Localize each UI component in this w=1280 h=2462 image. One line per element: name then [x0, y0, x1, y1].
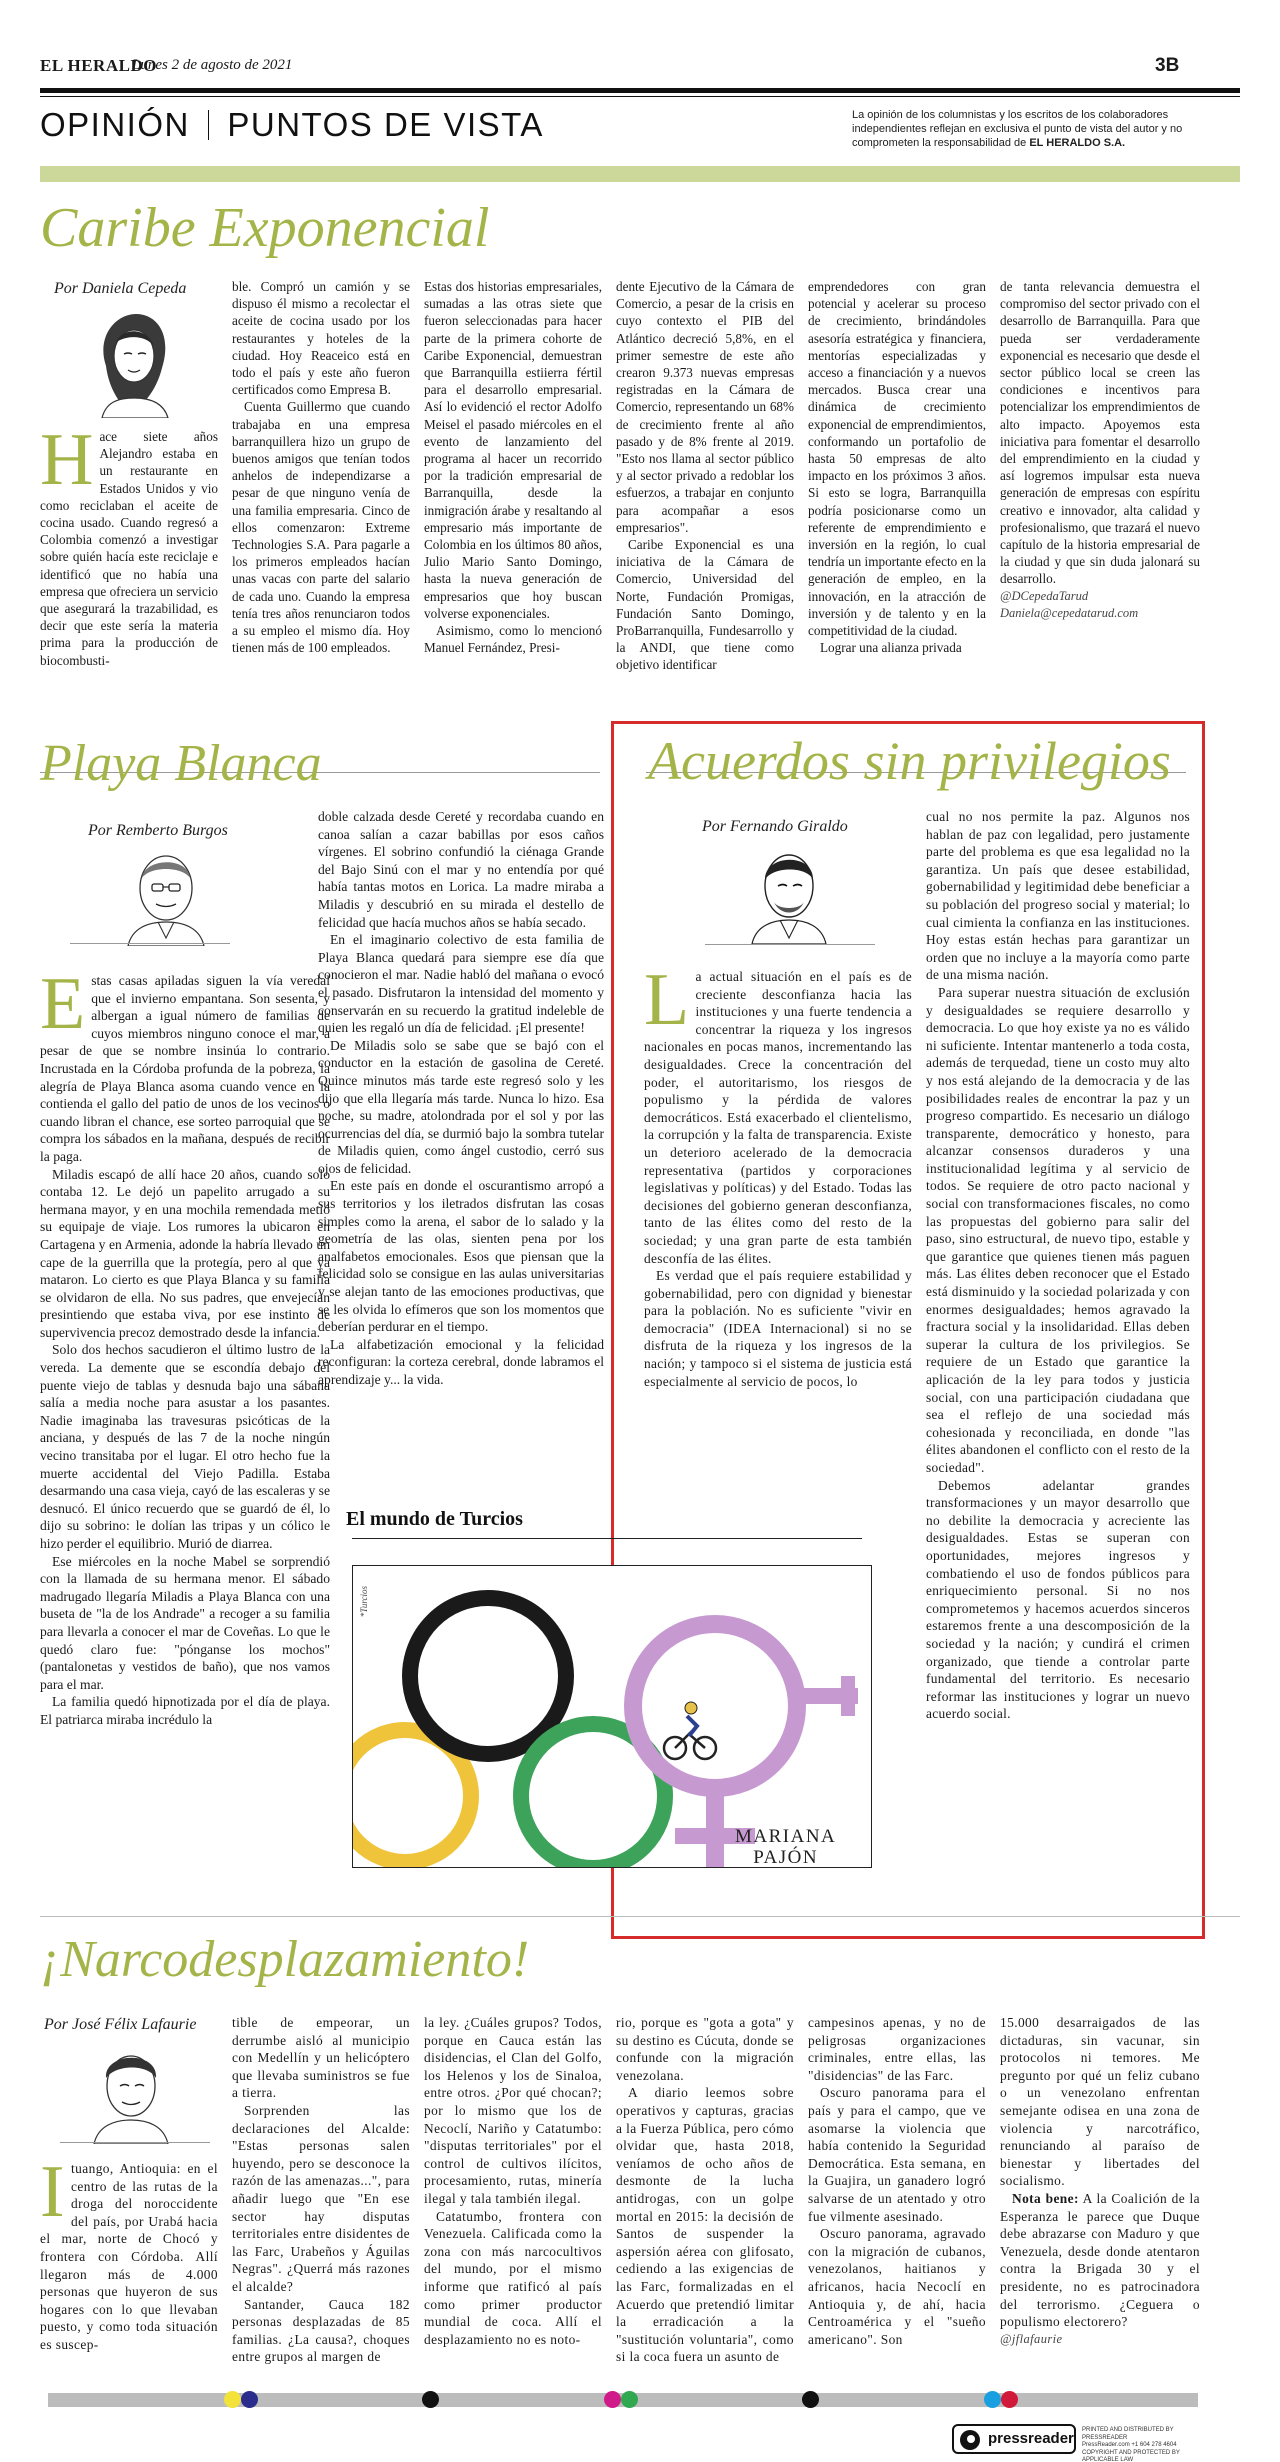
paragraph: Oscuro panorama para el país y para el campo, que ve asomarse la violencia que había contenido la Seguridad Democrática. Esta semana, en la Guajira, un ganadero logró salvarse de un atentado y otro fue vilmente asesinado.: [808, 2085, 986, 2224]
pressreader-icon: [960, 2430, 980, 2450]
paragraph: Estas dos historias empresariales, sumadas a las otras siete que fueron seleccionadas para hacer parte de la primera cohorte de Caribe Exponencial, demuestran que Barranquilla estiierra fértil para el desarrollo empresarial. Así lo evidenció el rector Adolfo Meisel el pasado miércoles en el evento de lanzamiento del programa al hacer un recorrido por la tradición empresarial de Barranquilla, desde la inmigración árabe y resaltando al empresario más importante de Colombia en los últimos 80 años, Julio Mario Santo Domingo, hasta la nueva generación de empresarios que hoy buscan volverse exponenciales.: [424, 279, 602, 621]
paragraph: Santander, Cauca 182 personas desplazadas de 85 familias. ¿La causa?, choques entre grupos al margen de: [232, 2296, 410, 2365]
masthead-rule: [40, 88, 1240, 93]
cartoon-title-rule: [352, 1538, 862, 1539]
registration-dot-black: [422, 2391, 439, 2408]
paragraph: De Miladis solo se sabe que se bajó con el conductor en la estación de gasolina de Cereté. Quince minutos más tarde este regresó solo y les dijo que ella llegaría más tarde. Nunca lo hizo. Esa noche, su madre, atolondrada por el sol y por las ocurrencias del día, se durmió bajo la sombra tutelar de Miladis quien, como ángel custodio, cerró sus ojos de felicidad.: [318, 1037, 604, 1176]
paragraph: La alfabetización emocional y la felicidad reconfiguran: la corteza cerebral, donde labramos el aprendizaje y... la vida.: [318, 1336, 604, 1387]
column-playa-2: [318, 808, 604, 1488]
portrait-underline: [705, 944, 875, 945]
paragraph: Caribe Exponencial es una iniciativa de la Cámara de Comercio, Universidad del Norte, Fundación Promigas, Fundación Santo Domingo, ProBarranquilla, Fundesarrollo y la ANDI, que tiene como objetivo identificar: [616, 537, 794, 673]
paragraph: Para superar nuestra situación de exclusión y desigualdades se requiere desarrollo y democracia. Lo que hoy existe ya no es válido ni suficiente. Intentar mantenerlo a toda costa, además de terquedad, tiene un costo muy alto y nos está alejando de la democracia y de las posibilidades reales de encontrar la paz y un progreso compartido. Es necesario un diálogo transparente, democrático y honesto, para alcanzar consensos duraderos y una institucionalidad legítima y al servicio de todos. Se requiere de otro pacto nacional y social con transformaciones fiscales, no como las propuestas del gobierno para salir del paso, sino estructural, de nuevo tipo, estable y que garantice que quienes tienen más paguen más. Las élites deben reconocer que el Estado está disminuido y la sociedad polarizada y con enormes desigualdades; hemos agravado la fractura social y la insolidaridad. Ellas deben superar la cultura de los privilegios. Se requiere de un Estado que garantice la aplicación de la ley para todos y justicia social, con una participación ciudadana que sea el reflejo de una sociedad más cohesionada y reconciliada, en donde "las élites abandonen el conflicto con el resto de la sociedad".: [926, 984, 1190, 1475]
issue-date: Lunes 2 de agosto de 2021: [132, 57, 293, 73]
caption-line-2: PAJÓN: [753, 1847, 819, 1868]
dropcap-narco: I: [40, 2160, 66, 2233]
registration-dot-green: [621, 2391, 638, 2408]
subsection-name: PUNTOS DE VISTA: [227, 106, 544, 143]
footer-line: COPYRIGHT AND PROTECTED BY APPLICABLE LAW: [1082, 2449, 1180, 2462]
portrait-underline: [60, 2142, 210, 2143]
section-color-band: [40, 166, 1240, 182]
paragraph: Catatumbo, frontera con Venezuela. Calificada como la zona con más narcocultivos del mundo, por el mismo informe que ratificó al país como primer productor mundial de coca. Allí el desplazamiento no es noto-: [424, 2208, 602, 2347]
column-acuerdos-1: [644, 968, 912, 1568]
paragraph: 15.000 desarraigados de las dictaduras, sin vacunar, sin protocolos ni temores. Me pregunto por qué un feliz cubano o un venezolano enfrentan semejante odisea en una zona de violencia y narcotráfico, renunciando al paraíso de bienestar y libertades del socialismo.: [1000, 2015, 1200, 2189]
nota-bene-label: Nota bene:: [1012, 2190, 1079, 2206]
paragraph: Lograr una alianza privada: [820, 640, 962, 656]
registration-dot-blue: [241, 2391, 258, 2408]
byline-caribe: Por Daniela Cepeda: [54, 280, 187, 297]
author-handle: @jflafaurie: [1000, 2331, 1063, 2346]
section-name: OPINIÓN: [40, 106, 190, 143]
paragraph: emprendedores con gran potencial y acelerar su proceso de crecimiento, brindándoles asesoría estratégica y financiera, mentorías especializadas y acceso a financiación y a nuevos mercados. Busca crear una dinámica de crecimiento exponencial de emprendimientos, conformando un portafolio de hasta 50 empresas de alto impacto en los próximos 3 años. Si esto se logra, Barranquilla podría posicionarse como un referente de emprendimiento e inversión en la región, lo cual tendría un importante efecto en la generación de empleo, en la innovación, en la atracción de inversión y de talento y en la competitividad de la ciudad.: [808, 279, 986, 639]
byline-playa: Por Remberto Burgos: [88, 822, 228, 839]
paragraph: En el imaginario colectivo de esta familia de Playa Blanca quedará para siempre ese día que conocieron el mar. Nadie habló del mañana o evocó el pasado. Disfrutaron la intensidad del momento y conservarán en su recuerdo la gratitud indeleble de quien les regaló un día de felicidad. ¡El presente!: [318, 932, 604, 1036]
paragraph: la ley. ¿Cuáles grupos? Todos, porque en Cauca están las disidencias, el Clan del Golfo, los Helenos y los de Sinaloa, entre otros. ¿Por qué chocan?; por lo mismo que los de Necoclí, Nariño y Catatumbo: "disputas territoriales" por el control de cultivos ilícitos, procesamiento, rutas, minería ilegal y tala también ilegal.: [424, 2015, 602, 2206]
caption-line-1: MARIANA: [735, 1826, 837, 1847]
disclaimer-company: EL HERALDO S.A.: [1029, 137, 1126, 149]
cartoon-caption: [735, 1826, 836, 1868]
paragraph: ble. Compró un camión y se dispuso él mismo a recolectar el aceite de cocina usado por los restaurantes y hoteles de la ciudad. Hoy Reaceico está en todo el país y este año fueron certificados como Empresa B.: [232, 279, 410, 398]
column-acuerdos-2: [926, 808, 1190, 1900]
pressreader-logo[interactable]: [952, 2424, 1076, 2454]
column-narco-5: [808, 2014, 986, 2382]
pressreader-brand: pressreader: [988, 2430, 1074, 2447]
column-caribe-5: [808, 278, 986, 778]
column-playa-1: [40, 972, 330, 1890]
footer-line: PRINTED AND DISTRIBUTED BY PRESSREADER: [1082, 2427, 1174, 2441]
paragraph: A diario leemos sobre operativos y capturas, gracias a la Fuerza Pública, pero cómo olvidar que, hasta 2018, veníamos de ocho años de desmonte de la lucha antidrogas, con un golpe mortal en 2015: la decisión de Santos de suspender la aspersión aérea con glifosato, cediendo a las exigencias de las Farc, formalizadas en el Acuerdo que pretendió limitar la erradicación a la "sustitución voluntaria", como si la coca fuera un asunto de: [616, 2085, 794, 2365]
paragraph: stas casas apiladas siguen la vía veredal que el invierno empantana. Son sesenta, y albergan a igual número de familias de cuyos miembros ninguno conoce el mar, a pesar de que se nombre insinúa lo contrario. Incrustada en la Córdoba profunda de la pobreza, la alegría de Playa Blanca asoma cuando vence en la contienda el gallo del patio de unos de los vecinos o cuando libran el chance, ese sorteo parroquial que se compra los sábados en la mañana, después de recibir la paga.: [40, 973, 330, 1164]
article-title-caribe: Caribe Exponencial: [40, 197, 490, 259]
paragraph: a actual situación en el país es de creciente desconfianza hacia las instituciones y una fuerte tendencia a concentrar la riqueza y los ingresos nacionales en pocas manos, incrementando las desigualdades. Crece la concentración del poder, el autoritarismo, los riesgos de populismo y la pérdida de valores democráticos. Está exacerbado el clientelismo, la corrupción y la falta de transparencia. Existe un deterioro acelerado de la democracia representativa (partidos y corporaciones legislativas y políticas) y del Estado. Todas las decisiones del gobierno generan desconfianza, tanto de las élites como del resto de la sociedad; y una gran parte de esta también desconfía de las élites.: [644, 969, 912, 1266]
pressreader-info: [1082, 2427, 1212, 2462]
column-narco-1: [40, 2160, 218, 2382]
paragraph: Es verdad que el país requiere estabilidad y gobernabilidad, pero con dignidad y bienestar para la población. No es suficiente "vivir en democracia" (IDEA Internacional) si no se disfruta de la riqueza y los ingresos de la nación; y tampoco si el sistema de justicia está especialmente al servicio de pocos, lo: [644, 1268, 912, 1389]
paragraph: ace siete años Alejandro estaba en un restaurante en Estados Unidos y vio como reciclaban el aceite de cocina usado. Cuando regresó a Colombia comenzó a investigar sobre quién hacía este reciclaje e identificó que no había una empresa que ofreciera un servicio que asegurará la trazabilidad, es decir que este sería la materia prima para la producción de biocombusti-: [40, 429, 218, 668]
editorial-disclaimer: [852, 108, 1240, 150]
article-title-narco: ¡Narcodesplazamiento!: [40, 1931, 530, 1988]
registration-dot-red: [1001, 2391, 1018, 2408]
author-portrait-remberto-burgos: [118, 842, 214, 946]
paragraph: Miladis escapó de allí hace 20 años, cuando solo contaba 12. Le dejó un papelito arrugado a su hermana mayor, y en una mochila remendada metió su equipaje de viaje. Los rumores la ubicaron en Cartagena y en Armenia, adonde la habría llevado un cape de la guerrilla que la protegía, pero al que ya mataron. Lo cierto es que Playa Blanca y su familia se olvidaron de ella. No sus padres, que envejecían presintiendo que estaba viva, por ese instinto de supervivencia precoz demostrado desde la infancia.: [40, 1166, 330, 1340]
footer-line: PressReader.com +1 604 278 4604: [1082, 2442, 1177, 2448]
byline-narco: Por José Félix Lafaurie: [44, 2016, 197, 2033]
paragraph: En este país en donde el oscurantismo arropó a sus territorios y los iletrados disfrutan las cosas simples como la arena, el sabor de lo salado y la geometría de las olas, sienten pena por los analfabetos emocionales. Esos que piensan que la felicidad solo se consigue en las aulas universitarias y se alejan tanto de las emociones productivas, que se les olvida lo efímeros que son los momentos que deberían perdurar en el tiempo.: [318, 1178, 604, 1335]
paragraph: Oscuro panorama, agravado con la migración de cubanos, venezolanos, haitianos y africanos, hacia Necoclí en Antioquia y, de ahí, hacia Centroamérica y el "sueño americano". Son: [808, 2226, 986, 2347]
article-title-playa: Playa Blanca: [40, 735, 322, 792]
paragraph: Sorprenden las declaraciones del Alcalde: "Estas personas salen huyendo, pero se desconoce la razón de las amenazas...", para añadir luego que "En ese sector hay disputas territoriales entre disidentes de las Farc, Urabeños y Águilas Negras". ¿Querrá más razones el alcalde?: [232, 2102, 410, 2294]
registration-dot-yellow: [224, 2391, 241, 2408]
paragraph: Ese miércoles en la noche Mabel se sorprendió con la llamada de su hermana menor. El sábado madrugado llegaría Miladis a Playa Blanca con una buseta de "la de los Andrade" a recoger a su familia para llevarla a conocer el mar de Coveñas. Lo que le quedó claro fue: "pónganse los mochos" (pantalonetas y vestidos de baño), que nos vamos para el mar.: [40, 1553, 330, 1692]
paragraph: A la Coalición de la Esperanza le parece que Duque debe abrazarse con Maduro y que Venezuela, desde donde atentaron contra la Brigada 30 y el presidente, no es patrocinadora del terrorismo. ¿Ceguera o populismo electorero?: [1000, 2190, 1200, 2330]
bmx-cyclist-icon: [664, 1702, 716, 1759]
author-handle: @DCepedaTarud: [1000, 588, 1089, 603]
byline-acuerdos: Por Fernando Giraldo: [702, 818, 848, 835]
paragraph: Asimismo, como lo mencionó Manuel Fernández, Presi-: [424, 623, 602, 656]
registration-dot-magenta: [604, 2391, 621, 2408]
column-caribe-1: [40, 428, 218, 778]
paragraph: Solo dos hechos sacudieron el último lustro de la vereda. La demente que se escondía debajo del puente viejo de tablas y desnuda bajo una sábana salía a media noche para asustar a los pasantes. Nadie imaginaba las travesuras psicóticas de la anciana, y después de las 7 de la noche ningún vecino transitaba por el lugar. El otro hecho fue la muerte accidental del Viejo Padilla. Estaba desarmando una casa vieja, cayó de las escaleras y se desnucó. El único recuerdo que se guardó de él, lo dijo su sobrino: le dolían las tripas y un cólico le hizo perder el equilibrio. Murió de diarrea.: [40, 1342, 330, 1551]
newspaper-name: EL HERALDO: [40, 56, 157, 75]
column-caribe-6: [1000, 278, 1200, 778]
cartoon-olympic-rings: [352, 1565, 872, 1868]
page-number: 3B: [1155, 55, 1180, 76]
portrait-underline: [70, 943, 230, 944]
section-separator: [208, 110, 210, 140]
registration-dot-black: [802, 2391, 819, 2408]
author-portrait-jose-felix-lafaurie: [86, 2040, 176, 2144]
column-caribe-3: [424, 278, 602, 778]
cartoonist-signature: *Turcios: [359, 1586, 369, 1618]
paragraph: tuango, Antioquia: en el centro de las rutas de la droga del noroccidente del país, por Urabá hacia el mar, norte de Chocó y frontera con Córdoba. Allí llegaron más de 4.000 personas que huyeron de sus hogares con lo que llevaban puesto, y como toda situación es suscep-: [40, 2161, 218, 2352]
column-narco-4: [616, 2014, 794, 2382]
author-portrait-daniela-cepeda: [86, 306, 180, 418]
paragraph: tible de empeorar, un derrumbe aisló al municipio con Medellín y un helicóptero que llevaba suministros se fue a tierra.: [232, 2015, 410, 2101]
paragraph: cual no nos permite la paz. Algunos nos hablan de paz con legalidad, pero justamente parte del problema es que esa legalidad no la garantiza. Un país que desee estabilidad, gobernabilidad y legitimidad debe beneficiar a su población del progreso social y material; lo cual cimienta la confianza en las instituciones. Hoy estas están hechas para garantizar un orden que no incluye a la mayoría como parte de una misma nación.: [926, 809, 1190, 983]
article-divider: [40, 1916, 1240, 1917]
paragraph: doble calzada desde Cereté y recordaba cuando en canoa salían a cazar babillas por esos caños vírgenes. El sobrino confundió la ciénaga Grande del Bajo Sinú con el mar y no entendía por qué había tantas motos en Lorica. La madre miraba a Miladis y descubrió en su mirada el destello de felicidad que hacía muchos años se había secado.: [318, 809, 604, 930]
paragraph: campesinos apenas, y no de peligrosas organizaciones criminales, entre ellas, las "disidencias" de las Farc.: [808, 2015, 986, 2083]
paragraph: La familia quedó hipnotizada por el día de playa. El patriarca miraba incrédulo la: [40, 1694, 330, 1727]
paragraph: Debemos adelantar grandes transformaciones y un mayor desarrollo que no debilite la democracia y acreciente las desigualdades. Estas se superan con oportunidades, mejores ingresos y combatiendo el uso de fondos públicos para enriquecimiento personal. Si no nos comprometemos y hacemos acuerdos sinceros estaremos frente a una descomposición de la sociedad y la nación; y cundirá el crimen organizado, que tiende a controlar parte fundamental del territorio. Es necesario reformar las instituciones y lograr un nuevo acuerdo social.: [926, 1477, 1190, 1722]
author-portrait-fernando-giraldo: [744, 840, 834, 944]
paragraph: de tanta relevancia demuestra el compromiso del sector privado con el desarrollo de Barranquilla. Para que pueda ser verdaderamente exponencial es necesario que desde el sector público local se creen las condiciones e incentivos para potencializar los emprendimientos de alto impacto. Apoyemos esta iniciativa para fomentar el desarrollo del emprendimiento en la ciudad y así logremos impulsar esta nueva generación de empresas con espíritu creativo e innovador, alta calidad y profesionalismo, que trazará el nuevo capítulo de la historia empresarial de la ciudad y que sin duda jalonará su desarrollo.: [1000, 279, 1200, 587]
masthead-rule-thin: [40, 96, 1240, 97]
column-narco-6: [1000, 2014, 1200, 2382]
registration-dot-cyan: [984, 2391, 1001, 2408]
article-title-acuerdos: Acuerdos sin privilegios: [648, 731, 1171, 791]
column-narco-3: [424, 2014, 602, 2382]
column-narco-2: [232, 2014, 410, 2382]
paragraph: Cuenta Guillermo que cuando trabajaba en una empresa barranquillera hizo un grupo de buenos amigos que tenían todos anhelos de independizarse a pesar de que ninguno venía de una familia empresaria. Cinco de ellos comenzaron: Extreme Technologies S.A. Para pagarle a los primeros empleados hacían unas vacas con parte del salario de cada uno. Cuando la empresa tenía tres años renunciaron todos a su empleo el mismo día. Hoy tienen más de 100 empleados.: [232, 399, 410, 656]
cartoon-title: El mundo de Turcios: [346, 1508, 523, 1530]
paragraph: dente Ejecutivo de la Cámara de Comercio, a pesar de la crisis en cuyo contexto el PIB del Atlántico decreció 5,8%, en el primer semestre de este año crearon 9.373 nuevas empresas registradas en la Cámara de Comercio, representando un 68% de crecimiento frente al año pasado y de 8% frente al 2019. "Esto nos llama al sector público y al sector privado a redoblar los esfuerzos, a trabajar en conjunto para acompañar a esos empresarios".: [616, 279, 794, 535]
disclaimer-text: La opinión de los columnistas y los escritos de los colaboradores independientes reflejan en exclusiva el punto de vista del autor y no comprometen la responsabilidad de: [852, 109, 1183, 149]
column-caribe-2: [232, 278, 410, 778]
olympic-rings-drawing: [353, 1566, 872, 1868]
dropcap-acuerdos: L: [644, 968, 690, 1041]
dropcap-caribe: H: [40, 428, 94, 501]
author-email: Daniela@cepedatarud.com: [1000, 605, 1139, 620]
dropcap-playa: E: [40, 972, 86, 1045]
paragraph: rio, porque es "gota a gota" y su destino es Cúcuta, donde se confunde con la migración venezolana.: [616, 2015, 794, 2083]
section-header: [40, 106, 544, 144]
column-caribe-4: [616, 278, 794, 778]
